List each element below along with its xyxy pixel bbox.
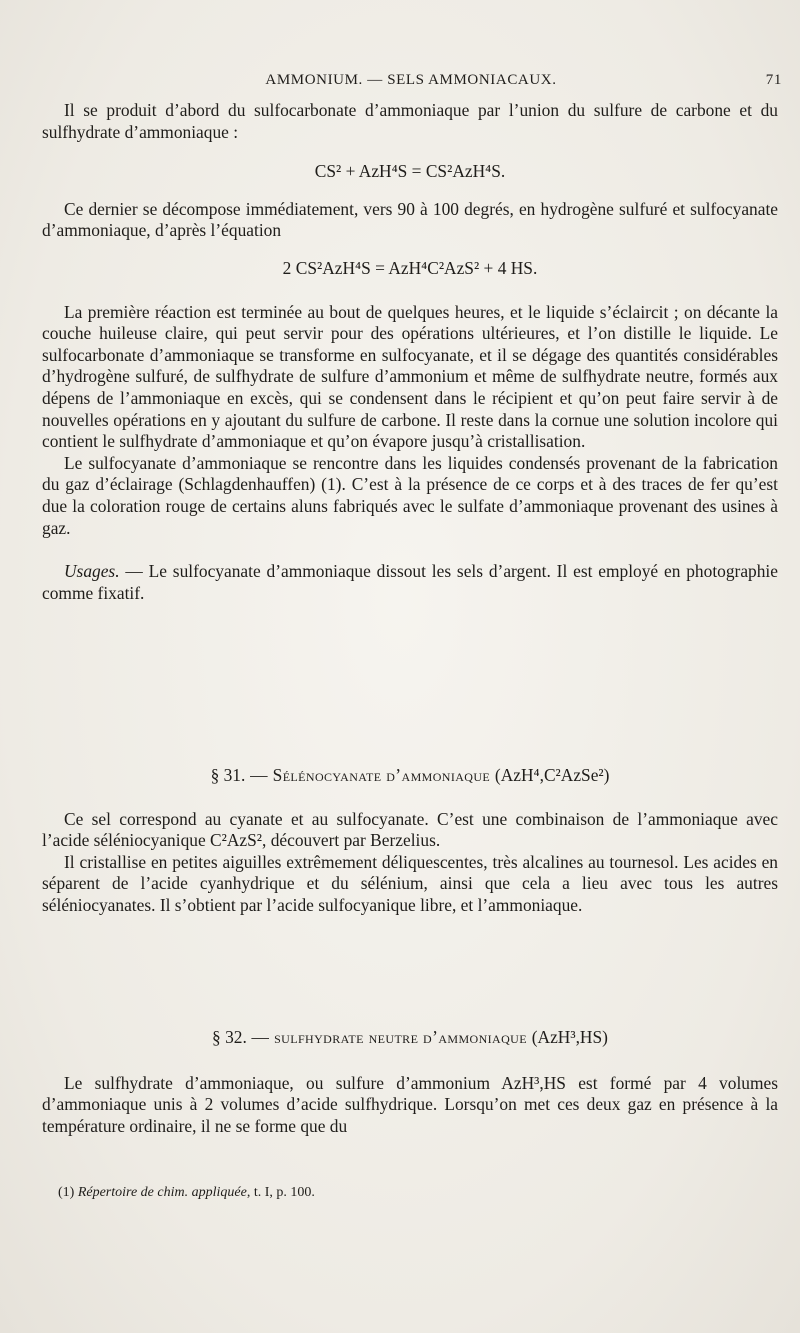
paragraph-first-reaction: La première réaction est terminée au bout de quelques heures, et le liquide s’éclaircit ; on décante la couche huileuse claire, qui peut servir pour des opérations ultérieures, et l’on distille le liquide. Le sulfocarbonate d’ammoniaque se transforme en sulfocyanate, et il se dégage des quantités considérables d’hydrogène sulfuré, de sulfhydrate de sulfure d’ammonium et même de sulfhydrate neutre, formés aux dépens de l’ammoniaque en excès, qui se condensent dans le récipient et qu’on peut faire servir à de nouvelles opérations en y ajoutant du sulfure de carbone. Il reste dans la cornue une solution incolore qui contient le sulfhydrate d’ammoniaque et qu’on évapore jusqu’à cristallisation. xyxy=(42,301,778,452)
section-31-title: — Sélénocyanate d’ammoniaque xyxy=(245,765,495,785)
section-31-number: § 31. xyxy=(210,765,246,785)
section-31-heading xyxy=(42,765,778,787)
equation-2: 2 CS²AzH⁴S = AzH⁴C²AzS² + 4 HS. xyxy=(282,257,538,278)
page-number: 71 xyxy=(765,72,782,88)
paragraph-selenocyanate: Ce sel correspond au cyanate et au sulfocyanate. C’est une combinaison de l’ammoniaque avec l’acide séléniocyanique C²AzS², découvert par Berzelius. xyxy=(42,808,778,851)
footnote-source: Répertoire de chim. appliquée xyxy=(77,1185,247,1200)
paragraph-intro: Il se produit d’abord du sulfocarbonate d’ammoniaque par l’union du sulfure de carbone et du sulfhydrate d’ammoniaque : xyxy=(42,100,778,142)
section-32-formula: (AzH³,HS) xyxy=(531,1027,608,1047)
usages-label: Usages. xyxy=(64,561,120,582)
section-32-heading xyxy=(42,1027,778,1049)
usages-text: — Le sulfocyanate d’ammoniaque dissout les sels d’argent. Il est employé en photographie comme fixatif. xyxy=(42,561,778,603)
paragraph-decomposition: Ce dernier se décompose immédiatement, vers 90 à 100 degrés, en hydrogène sulfuré et sulfocyanate d’ammoniaque, d’après l’équation xyxy=(42,198,778,241)
footnote xyxy=(58,1185,315,1201)
section-31-formula: (AzH⁴,C²AzSe²) xyxy=(494,765,610,785)
text-block-top xyxy=(42,100,778,604)
footnote-marker: (1) xyxy=(58,1185,78,1200)
running-title: AMMONIUM. — SELS AMMONIACAUX. xyxy=(265,72,557,88)
section-32-number: § 32. xyxy=(212,1027,247,1047)
running-header xyxy=(40,72,782,89)
section-32 xyxy=(42,1027,778,1137)
paragraph-sulfhydrate: Le sulfhydrate d’ammoniaque, ou sulfure d’ammonium AzH³,HS est formé par 4 volumes d’ammoniaque unis à 2 volumes d’acide sulfhydrique. Lorsqu’on met ces deux gaz en présence à la température ordinaire, il ne se forme que du xyxy=(42,1072,778,1136)
paragraph-usages xyxy=(42,561,778,604)
section-31 xyxy=(42,765,778,917)
paragraph-occurrence: Le sulfocyanate d’ammoniaque se rencontre dans les liquides condensés provenant de la fabrication du gaz d’éclairage (Schlagdenhauffen) (1). C’est à la présence de ce corps et à des traces de fer qu’est due la coloration rouge de certains aluns fabriqués avec le sulfate d’ammoniaque provenant des usines à gaz. xyxy=(42,452,778,538)
footnote-reference: , t. I, p. 100. xyxy=(246,1185,315,1200)
section-32-title: — sulfhydrate neutre d’ammoniaque xyxy=(246,1027,532,1047)
equation-1: CS² + AzH⁴S = CS²AzH⁴S. xyxy=(314,161,506,182)
paragraph-crystallise: Il cristallise en petites aiguilles extrêmement déliquescentes, très alcalines au tournesol. Les acides en séparent de l’acide cyanhydrique et du sélénium, ainsi que cela a lieu avec tous les autres séléniocyanates. Il s’obtient par l’acide sulfocyanique libre, et l’ammoniaque. xyxy=(42,851,778,915)
